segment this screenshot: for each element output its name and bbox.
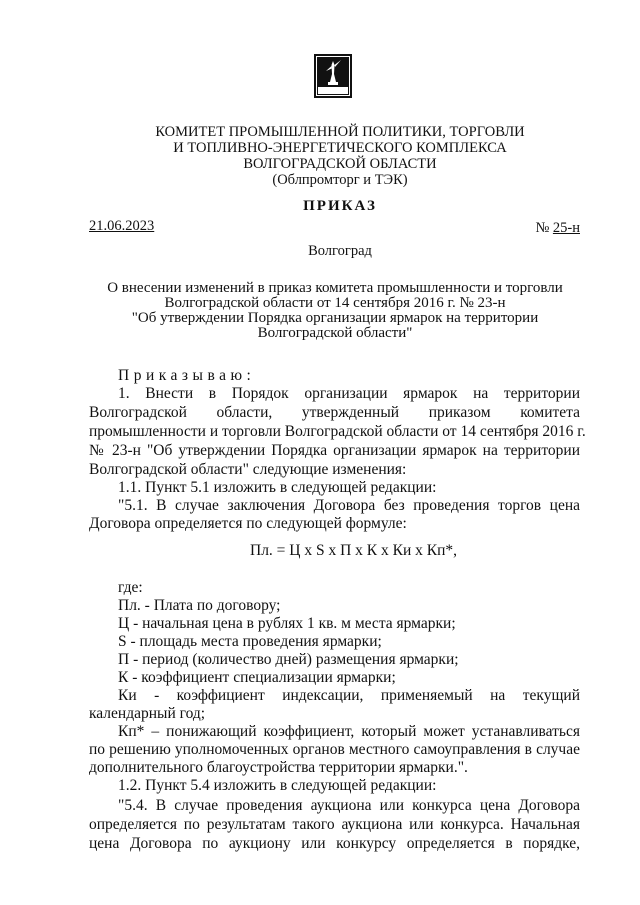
item1-2-heading: 1.2. Пункт 5.4 изложить в следующей редакции: bbox=[118, 777, 437, 794]
definition-kp-line-3: дополнительного благоустройства территории ярмарки.". bbox=[89, 759, 468, 776]
subject-line-3: "Об утверждении Порядка организации ярмарок на территории bbox=[131, 310, 539, 326]
document-number-prefix: № bbox=[535, 220, 550, 236]
item1-line-3: промышленности и торговли Волгоградской области от 14 сентября 2016 г. bbox=[89, 423, 586, 440]
org-name-line-1: КОМИТЕТ ПРОМЫШЛЕННОЙ ПОЛИТИКИ, ТОРГОВЛИ bbox=[155, 124, 525, 140]
item1-line-2: Волгоградской области, утвержденный приказом комитета bbox=[89, 404, 580, 421]
definition-kp-line-2: по решению уполномоченных органов местного самоуправления в случае bbox=[89, 741, 580, 758]
org-name-line-3: ВОЛГОГРАДСКОЙ ОБЛАСТИ bbox=[243, 156, 437, 172]
subject-line-2: Волгоградской области от 14 сентября 2016 г. № 23-н bbox=[164, 295, 506, 311]
fee-formula: Пл. = Ц x S x П x К x Ки x Кп*, bbox=[250, 542, 458, 559]
p51-line-2: Договора определяется по следующей формуле: bbox=[89, 515, 407, 532]
where-label: где: bbox=[118, 579, 143, 596]
subject-line-1: О внесении изменений в приказ комитета промышленности и торговли bbox=[107, 280, 563, 296]
p54-line-1: "5.4. В случае проведения аукциона или конкурса цена Договора bbox=[118, 797, 580, 814]
document-city: Волгоград bbox=[308, 243, 372, 259]
p51-line-1: "5.1. В случае заключения Договора без проведения торгов цена bbox=[118, 497, 580, 514]
definition-p: П - период (количество дней) размещения ярмарки; bbox=[118, 651, 459, 668]
definition-pl: Пл. - Плата по договору; bbox=[118, 597, 281, 614]
p54-line-3: цена Договора по аукциону или конкурсу определяется в порядке, bbox=[89, 835, 580, 852]
item1-line-4: № 23-н "Об утверждении Порядка организации ярмарок на территории bbox=[89, 442, 580, 459]
item1-line-1: 1. Внести в Порядок организации ярмарок на территории bbox=[118, 385, 580, 402]
document-number-value: 25-н bbox=[552, 220, 580, 236]
document-date: 21.06.2023 bbox=[89, 218, 155, 234]
coat-of-arms-icon bbox=[314, 54, 352, 98]
definition-c: Ц - начальная цена в рублях 1 кв. м места ярмарки; bbox=[118, 615, 456, 632]
order-word: Приказываю: bbox=[118, 367, 256, 384]
item1-line-5: Волгоградской области" следующие изменения: bbox=[89, 461, 407, 478]
definition-ki-line-2: календарный год; bbox=[89, 705, 206, 722]
document-type-title: ПРИКАЗ bbox=[303, 198, 377, 214]
definition-kp-line-1: Кп* – понижающий коэффициент, который может устанавливаться bbox=[118, 723, 580, 740]
definition-k: К - коэффициент специализации ярмарки; bbox=[118, 669, 396, 686]
org-name-line-2: И ТОПЛИВНО-ЭНЕРГЕТИЧЕСКОГО КОМПЛЕКСА bbox=[173, 140, 507, 156]
definition-ki-line-1: Ки - коэффициент индексации, применяемый на текущий bbox=[118, 687, 580, 704]
p54-line-2: определяется по результатам такого аукциона или конкурса. Начальная bbox=[89, 816, 580, 833]
item1-1-heading: 1.1. Пункт 5.1 изложить в следующей редакции: bbox=[118, 479, 437, 496]
definition-s: S - площадь места проведения ярмарки; bbox=[118, 633, 382, 650]
org-abbreviation: (Облпромторг и ТЭК) bbox=[272, 172, 408, 188]
subject-line-4: Волгоградской области" bbox=[257, 325, 413, 341]
document-number bbox=[535, 220, 580, 237]
